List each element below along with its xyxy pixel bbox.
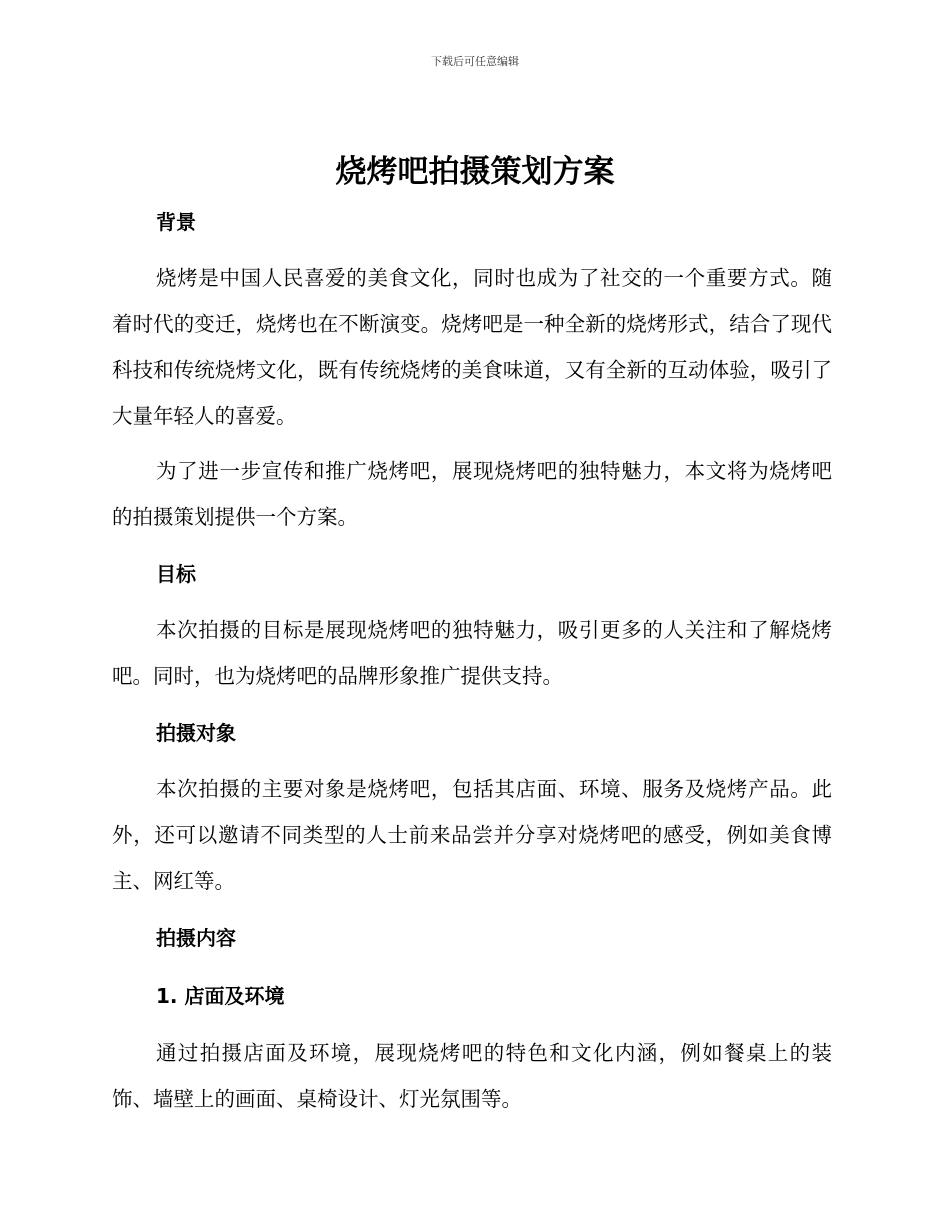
section-heading-content: 拍摄内容 — [156, 926, 236, 950]
section-heading-background: 背景 — [156, 210, 196, 234]
document-title: 烧烤吧拍摄策划方案 — [335, 154, 615, 190]
subsection-heading-storefront: 1. 店面及环境 — [156, 984, 285, 1008]
paragraph-subject-1: 本次拍摄的主要对象是烧烤吧，包括其店面、环境、服务及烧烤产品。此外，还可以邀请不同类型的人士前来品尝并分享对烧烤吧的感受，例如美食博主、网红等。 — [112, 777, 832, 893]
paragraph-background-2: 为了进一步宣传和推广烧烤吧，展现烧烤吧的独特魅力，本文将为烧烤吧的拍摄策划提供一个方案。 — [112, 459, 832, 529]
section-heading-subject: 拍摄对象 — [156, 721, 236, 745]
paragraph-storefront-1: 通过拍摄店面及环境，展现烧烤吧的特色和文化内涵，例如餐桌上的装饰、墙壁上的画面、桌椅设计、灯光氛围等。 — [112, 1041, 832, 1111]
paragraph-goal-1: 本次拍摄的目标是展现烧烤吧的独特魅力，吸引更多的人关注和了解烧烤吧。同时，也为烧烤吧的品牌形象推广提供支持。 — [112, 618, 832, 688]
paragraph-background-1: 烧烤是中国人民喜爱的美食文化，同时也成为了社交的一个重要方式。随着时代的变迁，烧烤也在不断演变。烧烤吧是一种全新的烧烤形式，结合了现代科技和传统烧烤文化，既有传统烧烤的美食味道，又有全新的互动体验，吸引了大量年轻人的喜爱。 — [112, 266, 832, 428]
section-heading-goal: 目标 — [156, 562, 196, 586]
header-note: 下载后可任意编辑 — [431, 55, 519, 68]
